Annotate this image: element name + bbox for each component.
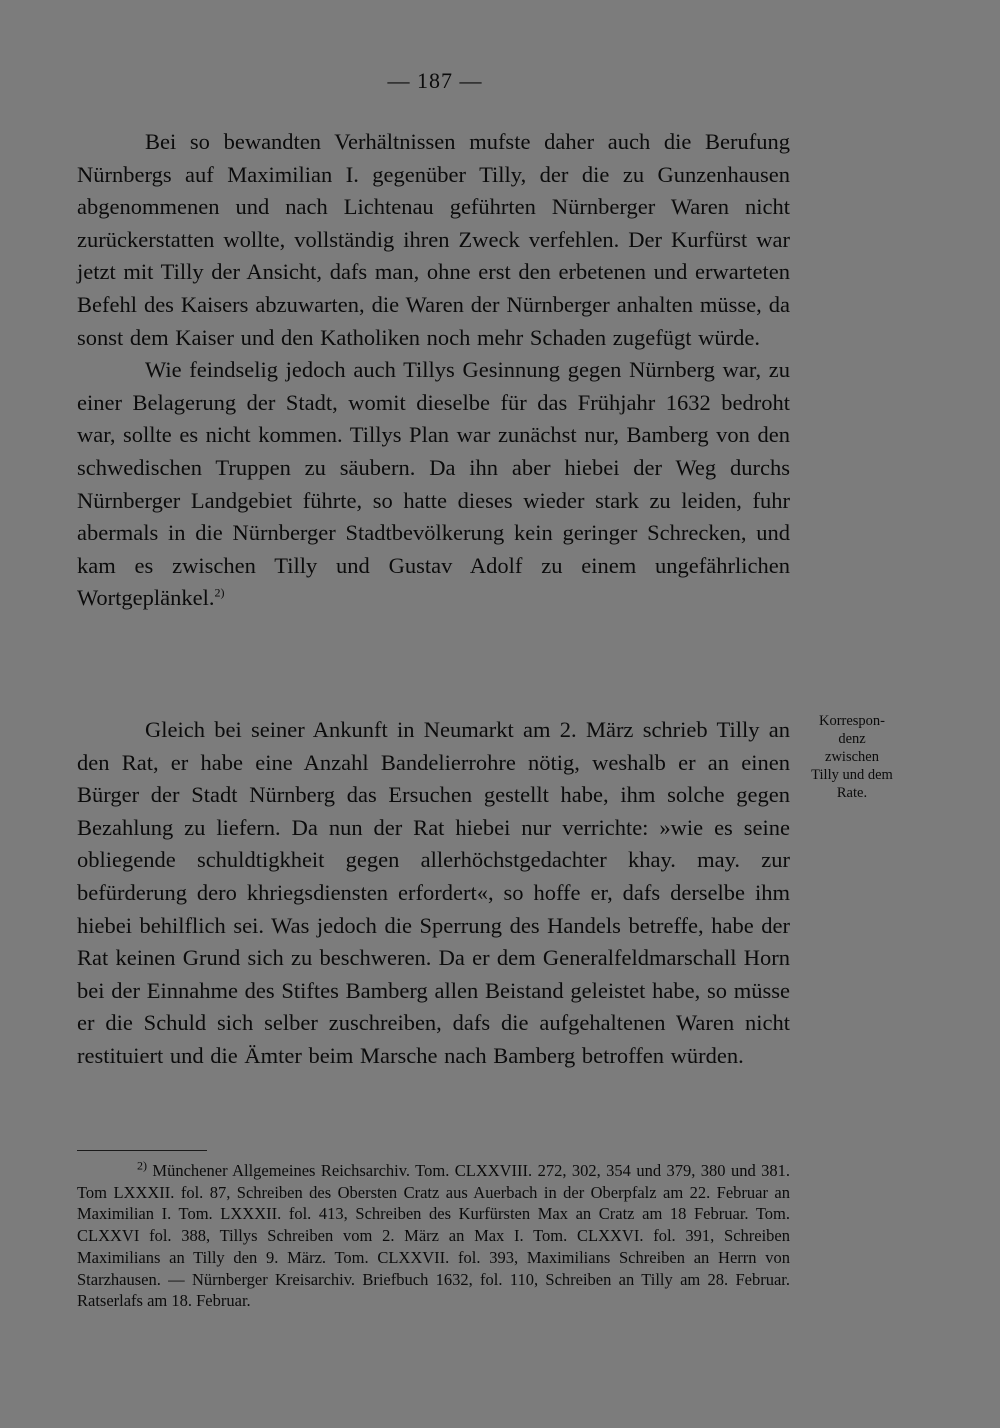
main-text-upper [77,126,790,615]
paragraph-2-text: Wie feindselig jedoch auch Tillys Gesinnung gegen Nürnberg war, zu einer Belagerung der Stadt, womit dieselbe für das Frühjahr 1632 bedroht war, sollte es nicht kommen. Tillys Plan war zunächst nur, Bamberg von den schwedischen Truppen zu säubern. Da ihn aber hiebei der Weg durchs Nürnberger Landgebiet führte, so hatte dieses wieder stark zu leiden, fuhr abermals in die Nürnberger Stadtbevölkerung kein geringer Schrecken, und kam es zwischen Tilly und Gustav Adolf zu einem ungefährlichen Wortgeplänkel. [77,357,790,611]
paragraph-1: Bei so bewandten Verhältnissen mufste daher auch die Berufung Nürnbergs auf Maximilian I. gegenüber Tilly, der die zu Gunzenhausen abgenommenen und nach Lichtenau geführten Nürnberger Waren nicht zurückerstatten wollte, vollständig ihren Zweck verfehlen. Der Kurfürst war jetzt mit Tilly der Ansicht, dafs man, ohne erst den erbetenen und erwarteten Befehl des Kaisers abzuwarten, die Waren der Nürnberger anhalten müsse, da sonst dem Kaiser und den Katholiken noch mehr Schaden zugefügt würde. [77,129,790,350]
footnote-reference: 2) [214,585,225,600]
footnote-2 [77,1160,790,1312]
marginal-note-line: Tilly und dem [811,767,893,783]
footnote-text: Münchener Allgemeines Reichsarchiv. Tom. CLXXVIII. 272, 302, 354 und 379, 380 und 381. Tom LXXXII. fol. 87, Schreiben des Obersten Cratz aus Auerbach in der Oberpfalz am 22. Februar an Maximilian I. Tom. LXXXII. fol. 413, Schreiben des Kurfürsten Max an Cratz am 18 Februar. Tom. CLXXVI fol. 388, Tillys Schreiben vom 2. März an Max I. Tom. CLXXVI. fol. 391, Schreiben Maximilians an Tilly den 9. März. Tom. CLXXVII. fol. 393, Maximilians Schreiben an Herrn von Starzhausen. — Nürnberger Kreisarchiv. Briefbuch 1632, fol. 110, Schreiben an Tilly am 28. Februar. Ratserlafs am 18. Februar. [77,1161,790,1311]
footnote-area [77,1160,790,1312]
footnote-mark: 2) [137,1158,147,1173]
marginal-note-line: Rate. [836,785,868,801]
marginal-note [798,712,906,802]
paragraph-2 [77,354,790,615]
page-number: — 187 — [387,68,483,93]
footnote-divider [77,1150,207,1151]
marginal-note-line: zwischen [825,749,879,765]
marginal-note-line: Korrespon- [818,713,886,729]
main-text-lower [77,714,790,1073]
paragraph-3: Gleich bei seiner Ankunft in Neumarkt am 2. März schrieb Tilly an den Rat, er habe eine Anzahl Bandelierrohre nötig, weshalb er an einen Bürger der Stadt Nürnberg das Ersuchen gestellt habe, ihm solche gegen Bezahlung zu liefern. Da nun der Rat hiebei nur verrichte: »wie es seine obliegende schuldtigkheit gegen allerhöchstgedachter khay. may. zur befürderung dero khriegsdiensten erfordert«, so hoffe er, dafs derselbe ihm hiebei behilflich sei. Was jedoch die Sperrung des Handels betreffe, habe der Rat keinen Grund sich zu beschweren. Da er dem Generalfeldmarschall Horn bei der Einnahme des Stiftes Bamberg allen Beistand geleistet habe, so müsse er die Schuld sich selber zuschreiben, dafs die aufgehaltenen Waren nicht restituiert und die Ämter beim Marsche nach Bamberg betroffen würden. [77,717,790,1068]
marginal-note-line: denz [838,731,866,747]
